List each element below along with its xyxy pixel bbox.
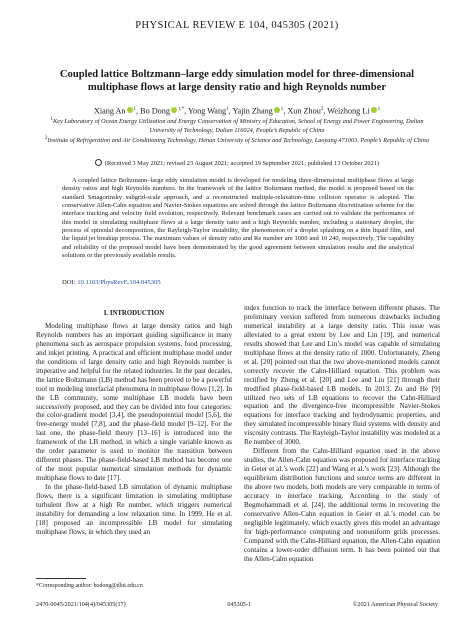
right-column xyxy=(244,304,440,564)
footer-issn: 2470-0045/2021/104(4)/045305(17) xyxy=(36,601,126,608)
footnote-divider xyxy=(36,578,86,579)
publication-dates xyxy=(40,159,434,167)
author-affiliation-mark: 1 xyxy=(280,107,284,112)
orcid-icon[interactable] xyxy=(371,107,377,113)
history-icon xyxy=(95,159,102,166)
author-affiliation-mark: 1 xyxy=(133,107,137,112)
footer-copyright: ©2021 American Physical Society xyxy=(352,601,438,608)
author-name: Xun Zhou xyxy=(287,106,321,116)
author-affiliation-mark: 1 xyxy=(377,107,381,112)
intro-paragraph: In the phase-field-based LB simulation of dynamic multiphase flows, there is a significant limitation in simulating multiphase turbulent flow at a high Re number, which triggers numerical instability for demanding a low relaxation time. In 1999, He et al. [18] proposed an incompressible LB model for simulating multiphase flows, in which they used an xyxy=(36,483,232,536)
doi-link[interactable]: 10.1103/PhysRevE.104.045305 xyxy=(77,279,161,286)
author-list: Xiang An $^1$, Bo Dong $^{1,*}$, Yong Wang$^1$, Yajin Zhang $^1$, Xun Zhou$^2$, Weizhong Li $^1$ xyxy=(93,106,381,116)
orcid-icon[interactable] xyxy=(274,107,280,113)
author-name: Yong Wang xyxy=(187,106,227,116)
page-footer xyxy=(36,601,438,608)
author-name: Weizhong Li xyxy=(327,106,370,116)
intro-paragraph: Modeling multiphase flows at large density ratios and high Reynolds numbers has an important guiding significance in many phenomena such as aerospace propulsion systems, food processing, and inkjet printing. A practical and efficient multiphase model under the conditions of large density ratio and high Reynolds number is imperative and helpful for the related industries. In the past decades, the lattice Boltzmann (LB) method has been proved to be a powerful tool in modeling interfacial phenomena in multiphase flows [1,2]. In the LB community, some multiphase LB models have been successively proposed, and they can be divided into four categories: the color-gradient model [3,4], the pseudopotential model [5,6], the free-energy model [7,8], and the phase-field model [9–12]. For the last one, the phase-field theory [13–16] is introduced into the framework of the LB method, in which a single variable known as the order parameter is used to monitor the transition between different phases. The phase-field-based LB method has become one of the most popular numerical simulation methods for dynamic multiphase flows to date [17]. xyxy=(36,321,232,483)
doi-line xyxy=(62,279,161,286)
dates-text: (Received 3 May 2021; revised 23 August 2021; accepted 19 September 2021; published 13 October 2021) xyxy=(104,160,380,167)
affiliation-list xyxy=(40,116,434,145)
affiliation-mark: 1 xyxy=(50,117,53,122)
author-affiliation-mark: 2 xyxy=(320,107,324,112)
section-heading: I. INTRODUCTION xyxy=(103,310,165,317)
affiliation xyxy=(40,116,434,135)
affiliation-text: Institute of Refrigeration and Air Conditioning Technology, Henan University of Science and Technology, Luoyang 471003, People’s Republic of China xyxy=(47,137,429,144)
doi-label: DOI: xyxy=(62,279,76,286)
author-name: Bo Dong xyxy=(140,106,170,116)
author-affiliation-mark: 1,* xyxy=(177,107,185,112)
author-name: Xiang An xyxy=(93,106,126,116)
left-column xyxy=(36,310,232,537)
paper-title: Coupled lattice Boltzmann–large eddy simulation model for three-dimensional multiphase flows at large density ratio and high Reynolds number xyxy=(59,69,415,93)
journal-header: PHYSICAL REVIEW E 104, 045305 (2021) xyxy=(135,20,339,31)
author-name: Yajin Zhang xyxy=(232,106,273,116)
intro-paragraph: Different from the Cahn-Hilliard equation used in the above studies, the Allen-Cahn equation was proposed for interface tracking in Geier et al.’s work [22] and Wang et al.’s work [23]. Although the equilibrium distribution functions and source terms are different in the above two models, both models are very comparable in terms of accuracy in interface tracking. According to the study of Begmohammadi et al. [24], the additional terms in recovering the conservative Allen-Cahn equation in Geier et al.’s model can be negligible legitimately, which exactly gives this model an advantage for high-performance computing and nonuniform grids processes. Compared with the Cahn-Hilliard equation, the Allen-Cahn equation contains a lower-order diffusion term. It has been pointed out that the Allen-Cahn equation xyxy=(244,447,440,563)
abstract: A coupled lattice Boltzmann–large eddy simulation model is developed for modeling three-dimensional multiphase flows at large density ratios and high Reynolds numbers. In the framework of the lattice Boltzmann method, the model is proposed based on the standard Smagorinsky subgrid-scale approach, and a reconstructed multiple-relaxation-time collision operator is adopted. The conservative Allen-Cahn equation and Navier-Stokes equations are solved through the lattice Boltzmann discretization scheme for the interface tracking and velocity field evolution, respectively. Relevant benchmark cases are carried out to validate the performance of this model in simulating multiphase flows at a large density ratio and a high Reynolds number, including a stationary droplet, the process of spinodal decomposition, the Rayleigh-Taylor instability, the phenomenon of a droplet splashing on a thin liquid film, and the liquid jet breakup process. The maximum values of density ratio and Re number are 1000 and 10 240, respectively. The capability and reliability of the proposed model have been demonstrated by the good agreement between simulation results and the analytical solutions or the previously available results. xyxy=(62,177,414,260)
affiliation xyxy=(40,135,434,146)
intro-paragraph: index function to track the interface between different phases. The preliminary version suffered from numerous drawbacks including numerical instability at a large density ratio. This issue was alleviated to a great extent by Lee and Lin [19], and numerical results showed that Lee and Lin’s model was capable of simulating multiphase flows at the density ratio of 1000. Unfortunately, Zheng et al. [20] pointed out that the two above-mentioned models cannot correctly recover the Cahn-Hilliard equation. This problem was rectified by Zheng et al. [20] and Lee and Liu [21] through their modified phase-field-based LB models. In 2013, Zu and He [9] utilized two sets of LB equations to recover the Cahn-Hilliard equation and the divergence-free incompressible Navier-Stokes equations for interface tracking and hydrodynamic properties, and they simulated incompressible binary fluid systems with density and viscosity contrasts. The Rayleigh-Taylor instability was modeled at a Re number of 3000. xyxy=(244,304,440,447)
affiliation-text: Key Laboratory of Ocean Energy Utilization and Energy Conservation of Ministry of Education, School of Energy and Power Engineering, Dalian University of Technology, Dalian 116024, People’s Republic of China xyxy=(52,118,424,134)
author-affiliation-mark: 1 xyxy=(226,107,229,112)
orcid-icon[interactable] xyxy=(171,107,177,113)
corresponding-author-footnote: *Corresponding author: bodong@dlut.edu.cn xyxy=(36,583,143,589)
orcid-icon[interactable] xyxy=(127,107,133,113)
affiliation-mark: 2 xyxy=(45,135,48,141)
footer-page-number: 045305-1 xyxy=(227,601,252,608)
